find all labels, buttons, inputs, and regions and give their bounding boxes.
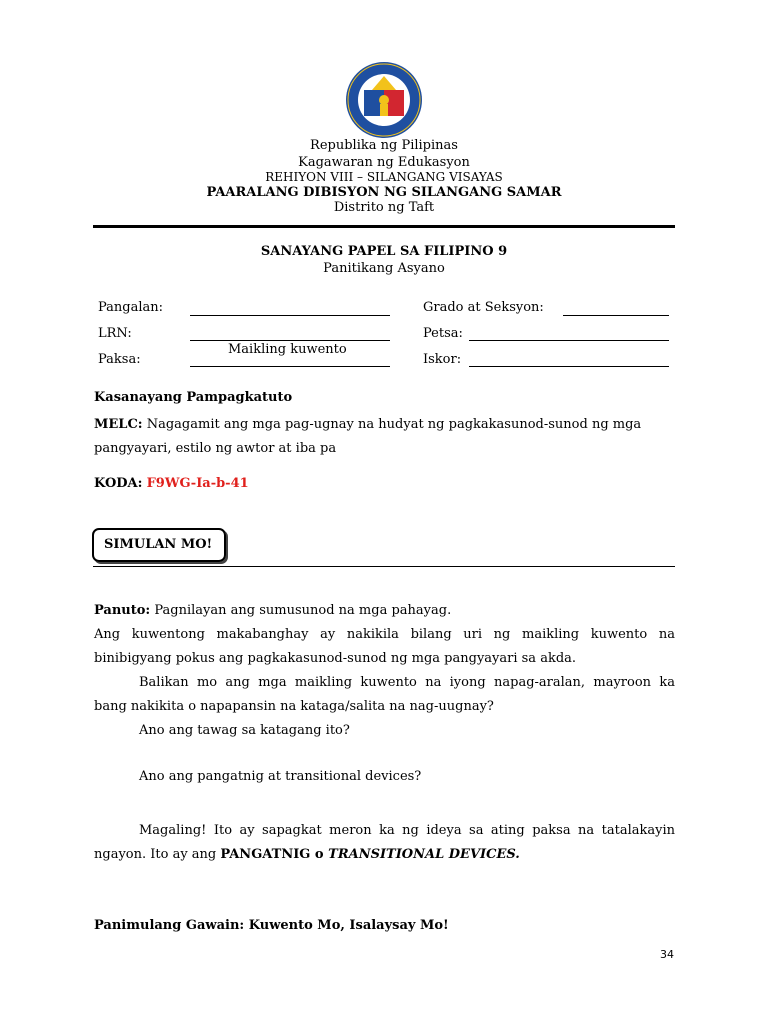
simulan-mo-box — [92, 528, 226, 562]
panuto-text: Pagnilayan ang sumusunod na mga pahayag. — [154, 603, 452, 618]
grado-label: Grado at Seksyon: — [423, 300, 544, 315]
header-division: PAARALANG DIBISYON NG SILANGANG SAMAR — [206, 185, 562, 200]
simulan-divider — [93, 566, 675, 567]
paksa-label: Paksa: — [98, 352, 141, 367]
header-department: Kagawaran ng Edukasyon — [298, 155, 470, 170]
koda-line — [94, 472, 249, 496]
section-heading: Kasanayang Pampagkatuto — [94, 390, 293, 405]
header-divider — [93, 225, 675, 228]
question-1: Ano ang tawag sa katagang ito? — [139, 723, 350, 738]
paragraph-1-line-1: Ang kuwentong makabanghay ay nakikila bilang uri ng maikling kuwento na — [94, 627, 675, 642]
worksheet-subtitle: Panitikang Asyano — [323, 261, 445, 276]
grado-field[interactable] — [563, 301, 669, 316]
header-district: Distrito ng Taft — [333, 200, 435, 215]
paksa-value: Maikling kuwento — [228, 342, 347, 357]
pangalan-label: Pangalan: — [98, 300, 164, 315]
panimulang-gawain-heading: Panimulang Gawain: Kuwento Mo, Isalaysay Mo! — [94, 918, 449, 933]
p3-text: ngayon. Ito ay ang — [94, 847, 221, 862]
paragraph-2-line-2: bang nakikita o napapansin na kataga/salita na nag-uugnay? — [94, 699, 494, 714]
iskor-label: Iskor: — [423, 352, 462, 367]
melc-text-2: pangyayari, estilo ng awtor at iba pa — [94, 441, 337, 456]
melc-text-1: Nagagamit ang mga pag-ugnay na hudyat ng pagkakasunod-sunod ng mga — [146, 417, 642, 432]
deped-seal — [334, 60, 434, 140]
koda-label: KODA: — [94, 476, 143, 491]
paragraph-1-line-2: binibigyang pokus ang pagkakasunod-sunod ng mga pangyayari sa akda. — [94, 651, 577, 666]
pangalan-field[interactable] — [190, 301, 390, 316]
header-republic: Republika ng Pilipinas — [310, 138, 458, 153]
melc-label: MELC: — [94, 417, 143, 432]
petsa-field[interactable] — [469, 326, 669, 341]
worksheet-title: SANAYANG PAPEL SA FILIPINO 9 — [260, 244, 508, 259]
header-region: REHIYON VIII – SILANGANG VISAYAS — [265, 170, 503, 184]
melc-line-1 — [94, 413, 679, 437]
simulan-mo-label: SIMULAN MO! — [104, 537, 213, 552]
petsa-label: Petsa: — [423, 326, 463, 341]
p3-pangatnig: PANGATNIG o — [220, 847, 329, 862]
panuto-label: Panuto: — [94, 603, 151, 618]
lrn-field[interactable] — [190, 326, 390, 341]
koda-value: F9WG-Ia-b-41 — [146, 476, 249, 491]
paragraph-2-line-1: Balikan mo ang mga maikling kuwento na iyong napag-aralan, mayroon ka — [139, 675, 675, 690]
paragraph-3-line-1: Magaling! Ito ay sapagkat meron ka ng ideya sa ating paksa na tatalakayin — [139, 823, 675, 838]
deped-seal-icon — [334, 60, 434, 140]
panuto-line — [94, 599, 451, 623]
lrn-label: LRN: — [98, 326, 132, 341]
question-2: Ano ang pangatnig at transitional devices? — [139, 769, 422, 784]
page-number: 34 — [660, 948, 674, 961]
p3-transitional: TRANSITIONAL DEVICES. — [328, 847, 520, 862]
paksa-field[interactable] — [190, 352, 390, 367]
paragraph-3-line-2 — [94, 843, 520, 867]
iskor-field[interactable] — [469, 352, 669, 367]
